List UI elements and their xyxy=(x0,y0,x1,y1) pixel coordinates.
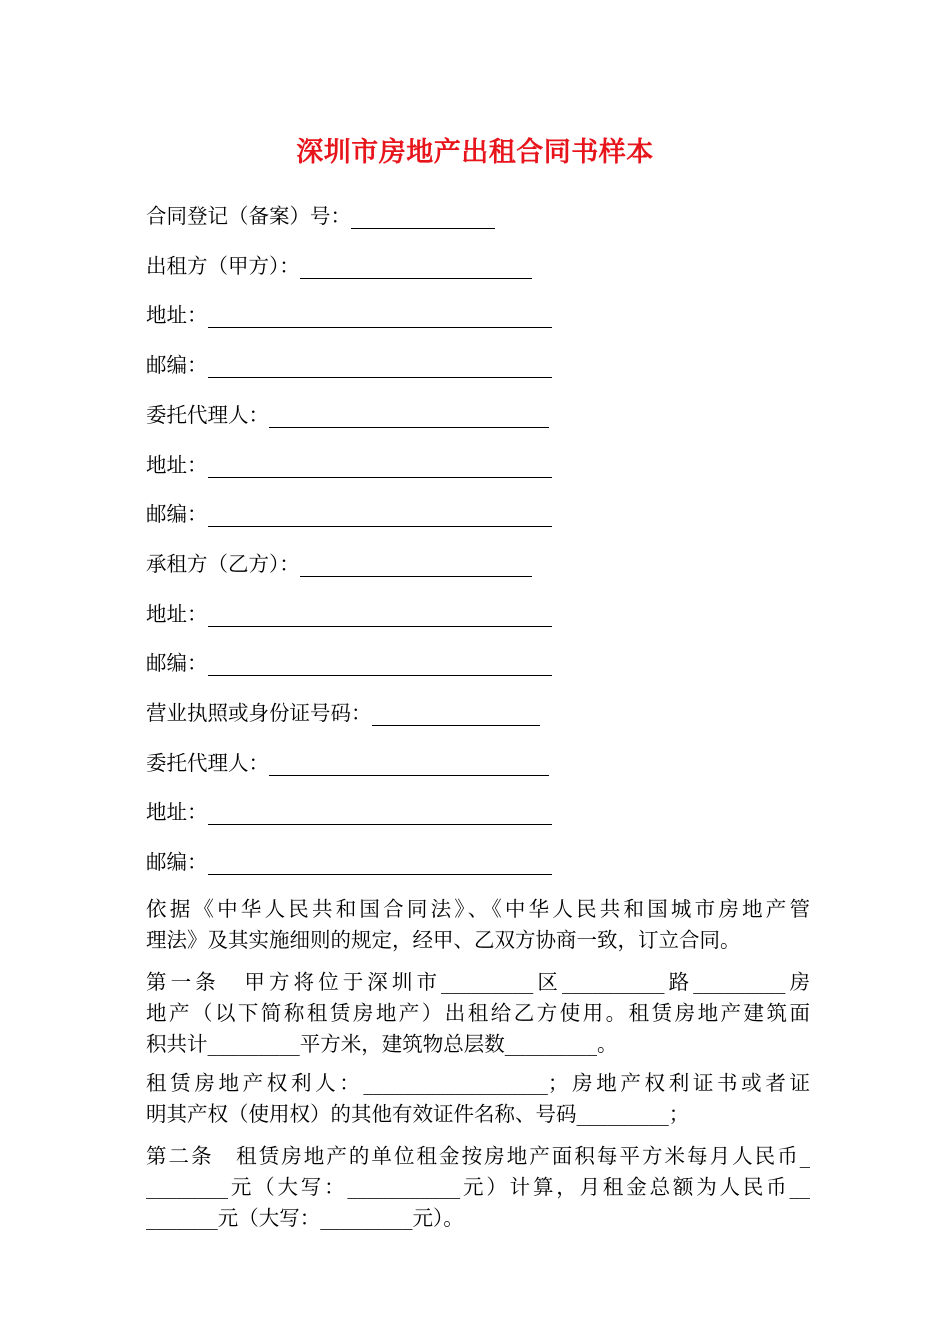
paragraph-line: _______元（大写：_________元）。 xyxy=(146,1206,464,1230)
contract-registration-field xyxy=(146,199,495,227)
blank-line[interactable] xyxy=(208,802,552,825)
blank-line[interactable] xyxy=(300,554,532,577)
blank-line[interactable] xyxy=(208,852,552,875)
paragraph-line: 租赁房地产权利人：__________________；房地产权利证书或者证 xyxy=(146,1071,810,1095)
blank-line[interactable] xyxy=(372,703,540,726)
field-label: 邮编： xyxy=(146,502,208,526)
field-label: 委托代理人： xyxy=(146,751,269,775)
blank-line[interactable] xyxy=(208,455,552,478)
blank-line[interactable] xyxy=(351,206,495,229)
paragraph-line: 积共计_________平方米，建筑物总层数_________。 xyxy=(146,1032,618,1056)
lessor-postcode-field xyxy=(146,348,552,376)
article-1-paragraph xyxy=(146,967,810,1060)
lessor-agent-address-field xyxy=(146,448,552,476)
lessor-field xyxy=(146,249,532,277)
lessee-agent-address-field xyxy=(146,795,552,823)
lessor-agent-postcode-field xyxy=(146,497,552,525)
blank-line[interactable] xyxy=(208,355,552,378)
paragraph-line: ________元（大写：___________元）计算，月租金总额为人民币__ xyxy=(146,1175,810,1199)
lessee-agent-postcode-field xyxy=(146,845,552,873)
license-id-field xyxy=(146,696,540,724)
field-label: 邮编： xyxy=(146,353,208,377)
field-label: 邮编： xyxy=(146,850,208,874)
field-label: 地址： xyxy=(146,303,208,327)
blank-line[interactable] xyxy=(208,305,552,328)
paragraph-line: 第二条 租赁房地产的单位租金按房地产面积每平方米每月人民币_ xyxy=(146,1144,810,1168)
lessee-agent-field xyxy=(146,746,549,774)
paragraph-line: 依据《中华人民共和国合同法》、《中华人民共和国城市房地产管 xyxy=(146,897,810,921)
field-label: 地址： xyxy=(146,453,208,477)
lessee-postcode-field xyxy=(146,646,552,674)
field-label: 邮编： xyxy=(146,651,208,675)
article-2-paragraph xyxy=(146,1141,810,1234)
blank-line[interactable] xyxy=(208,653,552,676)
field-label: 委托代理人： xyxy=(146,403,269,427)
field-label: 合同登记（备案）号： xyxy=(146,204,351,228)
blank-line[interactable] xyxy=(208,604,552,627)
rights-paragraph xyxy=(146,1068,810,1130)
paragraph-line: 理法》及其实施细则的规定，经甲、乙双方协商一致，订立合同。 xyxy=(146,928,741,952)
blank-line[interactable] xyxy=(208,504,552,527)
lessor-agent-field xyxy=(146,398,549,426)
paragraph-line: 第一条 甲方将位于深圳市_________区__________路_________房 xyxy=(146,970,810,994)
field-label: 承租方（乙方）： xyxy=(146,552,300,576)
basis-paragraph xyxy=(146,894,810,956)
field-label: 地址： xyxy=(146,602,208,626)
document-title: 深圳市房地产出租合同书样本 xyxy=(296,137,654,168)
paragraph-line: 地产（以下简称租赁房地产）出租给乙方使用。租赁房地产建筑面 xyxy=(146,1001,810,1025)
blank-line[interactable] xyxy=(269,753,549,776)
lessee-address-field xyxy=(146,597,552,625)
field-label: 营业执照或身份证号码： xyxy=(146,701,372,725)
field-label: 地址： xyxy=(146,800,208,824)
lessee-field xyxy=(146,547,532,575)
blank-line[interactable] xyxy=(269,405,549,428)
blank-line[interactable] xyxy=(300,256,532,279)
paragraph-line: 明其产权（使用权）的其他有效证件名称、号码_________； xyxy=(146,1102,690,1126)
lessor-address-field xyxy=(146,298,552,326)
field-label: 出租方（甲方）： xyxy=(146,254,300,278)
